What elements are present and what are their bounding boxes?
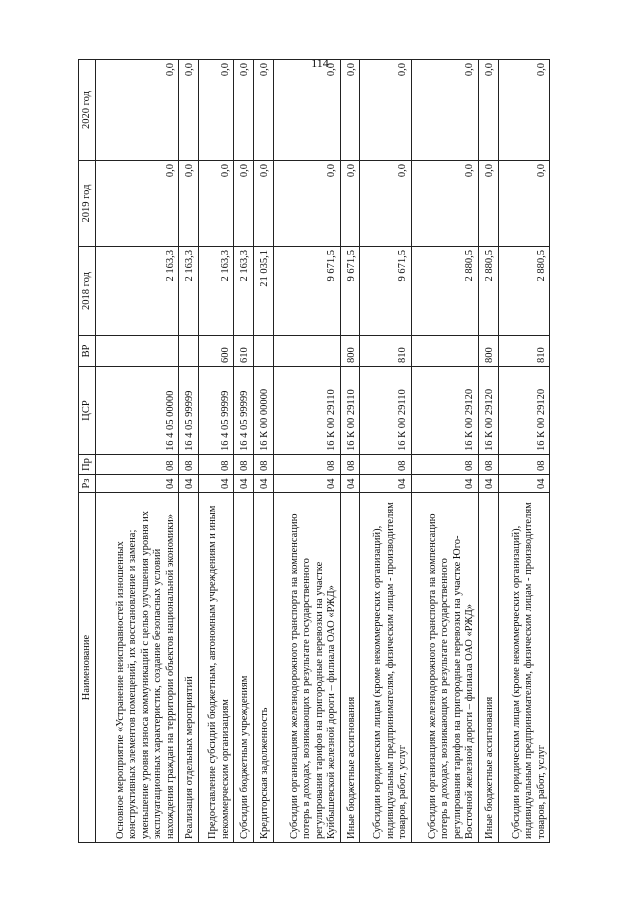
row-name: Субсидии юридическим лицам (кроме некоммерческих организаций), индивидуальным предпринимателям, физическим лицам - производителям товаров, работ, услуг [360, 493, 411, 843]
row-pr: 08 [340, 455, 360, 475]
row-2018: 2 163,3 [96, 247, 179, 336]
header-2018: 2018 год [79, 247, 96, 336]
table-row [179, 60, 199, 843]
row-vr [273, 336, 340, 367]
row-2018: 2 880,5 [411, 247, 478, 336]
row-csr: 16 К 00 29110 [273, 367, 340, 455]
row-csr: 16 К 00 29110 [360, 367, 411, 455]
row-vr: 610 [234, 336, 254, 367]
row-2020: 0,0 [253, 60, 273, 161]
table-header-row [79, 60, 96, 843]
row-rz: 04 [498, 475, 549, 493]
row-vr [179, 336, 199, 367]
row-vr [96, 336, 179, 367]
row-2019: 0,0 [96, 161, 179, 247]
row-name: Иные бюджетные ассигнования [340, 493, 360, 843]
row-csr: 16 К 00 29120 [411, 367, 478, 455]
header-2020: 2020 год [79, 60, 96, 161]
row-pr: 08 [179, 455, 199, 475]
row-2018: 2 163,3 [179, 247, 199, 336]
row-pr: 08 [96, 455, 179, 475]
row-name: Иные бюджетные ассигнования [478, 493, 498, 843]
row-vr: 810 [498, 336, 549, 367]
row-2020: 0,0 [478, 60, 498, 161]
table-row [498, 60, 549, 843]
row-csr: 16 К 00 00000 [253, 367, 273, 455]
row-2018: 2 880,5 [478, 247, 498, 336]
row-2018: 9 671,5 [340, 247, 360, 336]
row-vr: 800 [340, 336, 360, 367]
row-2019: 0,0 [478, 161, 498, 247]
row-2018: 9 671,5 [273, 247, 340, 336]
row-2018: 2 880,5 [498, 247, 549, 336]
row-vr: 600 [198, 336, 234, 367]
row-2019: 0,0 [179, 161, 199, 247]
row-csr: 16 К 00 29110 [340, 367, 360, 455]
row-csr: 16 К 00 29120 [498, 367, 549, 455]
rotated-table-container [78, 60, 550, 843]
row-2020: 0,0 [360, 60, 411, 161]
row-vr [411, 336, 478, 367]
row-2019: 0,0 [411, 161, 478, 247]
row-csr: 16 4 05 99999 [198, 367, 234, 455]
row-2019: 0,0 [498, 161, 549, 247]
row-pr: 08 [198, 455, 234, 475]
header-pr: Пр [79, 455, 96, 475]
table-row [273, 60, 340, 843]
row-rz: 04 [179, 475, 199, 493]
row-2018: 21 035,1 [253, 247, 273, 336]
row-2019: 0,0 [253, 161, 273, 247]
row-rz: 04 [360, 475, 411, 493]
row-2020: 0,0 [234, 60, 254, 161]
row-csr: 16 4 05 99999 [234, 367, 254, 455]
row-pr: 08 [360, 455, 411, 475]
row-pr: 08 [253, 455, 273, 475]
table-row [411, 60, 478, 843]
row-2020: 0,0 [340, 60, 360, 161]
table-row [234, 60, 254, 843]
header-vr: ВР [79, 336, 96, 367]
row-2020: 0,0 [198, 60, 234, 161]
table-row [360, 60, 411, 843]
row-name: Реализация отдельных мероприятий [179, 493, 199, 843]
row-rz: 04 [273, 475, 340, 493]
row-2019: 0,0 [360, 161, 411, 247]
row-2019: 0,0 [198, 161, 234, 247]
row-2019: 0,0 [234, 161, 254, 247]
row-pr: 08 [234, 455, 254, 475]
row-2020: 0,0 [96, 60, 179, 161]
row-rz: 04 [411, 475, 478, 493]
table-row [340, 60, 360, 843]
row-2020: 0,0 [498, 60, 549, 161]
row-2018: 9 671,5 [360, 247, 411, 336]
table-row [253, 60, 273, 843]
row-rz: 04 [340, 475, 360, 493]
row-csr: 16 4 05 99999 [179, 367, 199, 455]
row-rz: 04 [253, 475, 273, 493]
table-row [96, 60, 179, 843]
row-csr: 16 4 05 00000 [96, 367, 179, 455]
row-rz: 04 [96, 475, 179, 493]
row-name: Предоставление субсидий бюджетным, автономным учреждениям и иным некоммерческим организациям [198, 493, 234, 843]
row-name: Субсидии бюджетным учреждениям [234, 493, 254, 843]
row-2018: 2 163,3 [234, 247, 254, 336]
row-2019: 0,0 [273, 161, 340, 247]
row-rz: 04 [234, 475, 254, 493]
table-row [198, 60, 234, 843]
row-name: Субсидии организациям железнодорожного транспорта на компенсацию потерь в доходах, возникающих в результате государственного регулирования тарифов на пригородные перевозки на участке Куйбышевской железной дороги – филиала ОАО «РЖД» [273, 493, 340, 843]
row-vr: 810 [360, 336, 411, 367]
row-pr: 08 [478, 455, 498, 475]
header-name: Наименование [79, 493, 96, 843]
row-2019: 0,0 [340, 161, 360, 247]
budget-table [78, 59, 550, 843]
row-2020: 0,0 [273, 60, 340, 161]
row-vr [253, 336, 273, 367]
row-vr: 800 [478, 336, 498, 367]
row-pr: 08 [411, 455, 478, 475]
row-rz: 04 [198, 475, 234, 493]
header-2019: 2019 год [79, 161, 96, 247]
row-rz: 04 [478, 475, 498, 493]
row-2020: 0,0 [411, 60, 478, 161]
row-name: Субсидии организациям железнодорожного транспорта на компенсацию потерь в доходах, возникающих в результате государственного регулирования тарифов на пригородные перевозки на участке Юго-Восточной железной дороги – филиала ОАО «РЖД» [411, 493, 478, 843]
header-rz: Рз [79, 475, 96, 493]
row-pr: 08 [273, 455, 340, 475]
row-name: Субсидии юридическим лицам (кроме некоммерческих организаций), индивидуальным предпринимателям, физическим лицам - производителям товаров, работ, услуг [498, 493, 549, 843]
table-row [478, 60, 498, 843]
page-number: 114 [311, 56, 329, 70]
row-name: Кредиторская задолженность [253, 493, 273, 843]
row-2018: 2 163,3 [198, 247, 234, 336]
row-name: Основное мероприятие «Устранение неисправностей изношенных конструктивных элементов помещений, их восстановление и замена; уменьшение уровня износа коммуникаций с целью улучшения уровня их эксплуатационных характеристик, создание безопасных условий нахождения граждан на территории объектов национальной экономики» [96, 493, 179, 843]
row-csr: 16 К 00 29120 [478, 367, 498, 455]
row-2020: 0,0 [179, 60, 199, 161]
header-csr: ЦСР [79, 367, 96, 455]
row-pr: 08 [498, 455, 549, 475]
